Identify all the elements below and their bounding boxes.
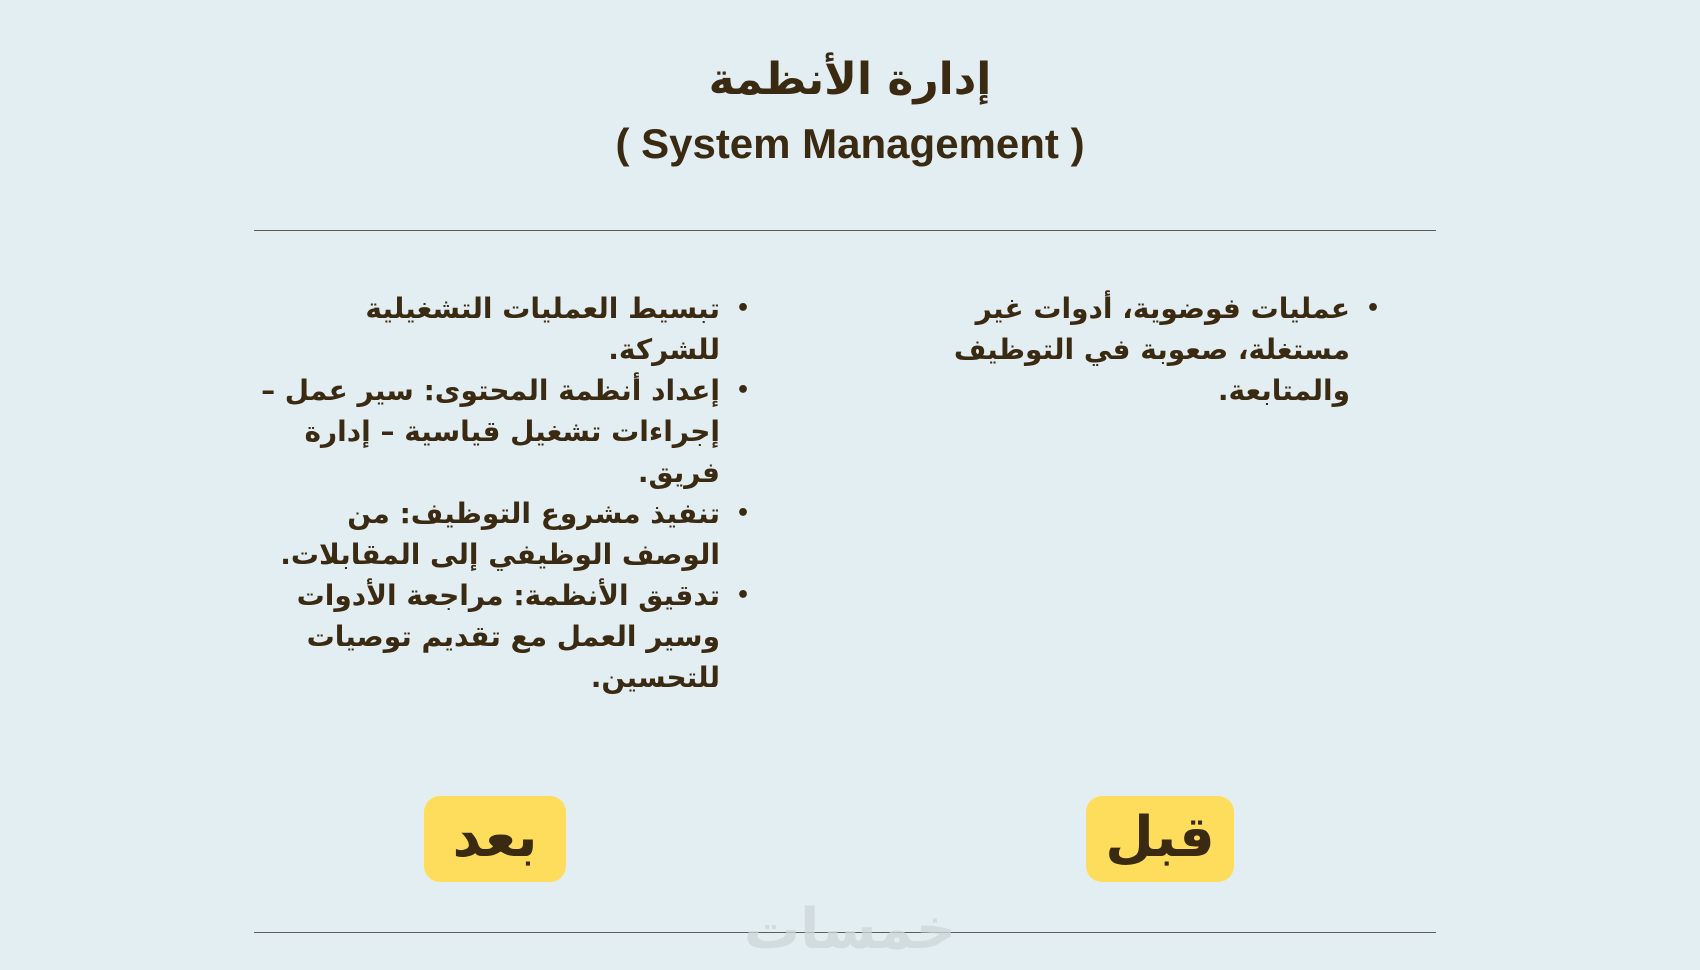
bullet-icon: •	[1365, 296, 1380, 321]
before-item-text: عمليات فوضوية، أدوات غير مستغلة، صعوبة في التوظيف والمتابعة.	[953, 292, 1350, 407]
page-title-english: ( System Management )	[615, 120, 1085, 167]
after-list-item	[250, 493, 750, 575]
after-list-item	[250, 575, 750, 698]
before-column	[910, 288, 1380, 411]
watermark-logo: خمسات	[743, 897, 957, 962]
after-list	[250, 288, 750, 698]
title-block	[0, 48, 1700, 176]
top-divider	[254, 230, 1436, 231]
after-item-text: تنفيذ مشروع التوظيف: من الوصف الوظيفي إلى المقابلات.	[280, 497, 720, 571]
before-list-item	[910, 288, 1380, 411]
after-list-item	[250, 370, 750, 493]
before-list	[910, 288, 1380, 411]
after-item-text: إعداد أنظمة المحتوى: سير عمل – إجراءات تشغيل قياسية – إدارة فريق.	[261, 374, 720, 489]
bullet-icon: •	[735, 296, 750, 321]
after-badge: بعد	[424, 796, 566, 882]
bullet-icon: •	[735, 583, 750, 608]
after-item-text: تبسيط العمليات التشغيلية للشركة.	[365, 292, 720, 366]
after-item-text: تدقيق الأنظمة: مراجعة الأدوات وسير العمل مع تقديم توصيات للتحسين.	[296, 579, 720, 694]
page-title-arabic: إدارة الأنظمة	[708, 54, 992, 105]
after-list-item	[250, 288, 750, 370]
after-column	[250, 288, 750, 698]
bullet-icon: •	[735, 501, 750, 526]
bullet-icon: •	[735, 378, 750, 403]
before-badge: قبل	[1086, 796, 1234, 882]
